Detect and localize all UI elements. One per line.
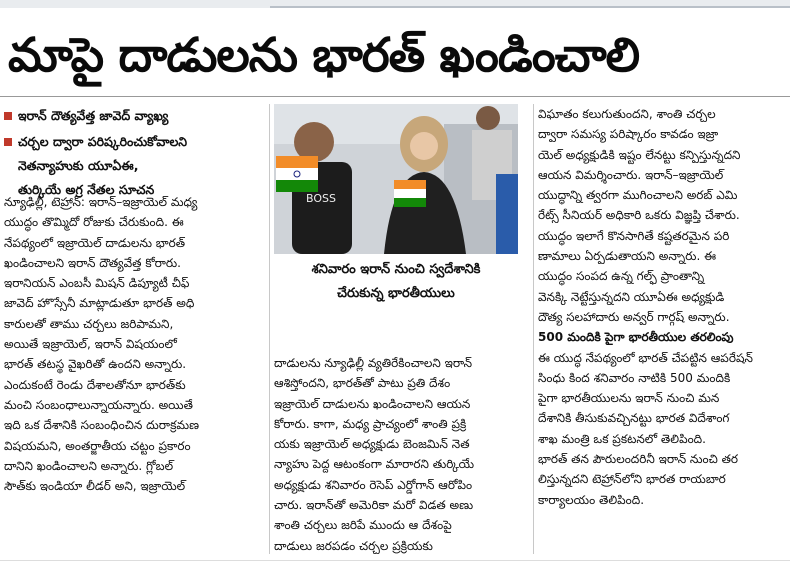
- column-subheading: 500 మందికి పైగా భారతీయుల తరలింపు: [538, 330, 734, 345]
- body-line: న్యాహు పెద్ద ఆటంకంగా మారారని తుర్కియే: [274, 457, 475, 472]
- body-line: యుద్ధం సంపద ఉన్న గల్ఫ్ ప్రాంతాన్ని: [538, 269, 705, 284]
- article-column-3: [538, 104, 786, 510]
- body-line: దాడులు జరపడం చర్చల ప్రక్రియకు: [274, 538, 433, 553]
- body-line: న్యూఢిల్లీ, టెహ్రాన్: ఇరాన్–ఇజ్రాయెల్ మధ్య: [4, 195, 198, 209]
- bullet-square-icon: [4, 138, 12, 146]
- body-line: ఇరానియన్ ఎంబసీ మిషన్ డిప్యూటీ చీఫ్: [4, 276, 190, 291]
- photo-caption: [274, 258, 518, 306]
- headline: మాపై దాడులను భారత్ ఖండించాలి: [8, 28, 640, 83]
- body-line: శాఖ మంత్రి ఒక ప్రకటనలో తెలిపింది.: [538, 431, 706, 446]
- body-line: సింధు కింద శనివారం నాటికి 500 మందికి: [538, 370, 731, 385]
- article-column-1: [4, 192, 266, 496]
- tshirt-text: BOSS: [306, 192, 336, 205]
- bottom-rule: [0, 560, 790, 561]
- body-line: ఆయన విమర్శించారు. ఇరాన్–ఇజ్రాయెల్: [538, 167, 724, 182]
- bullet-line: తుర్కియే అగ్ర నేతల సూచన: [18, 182, 155, 197]
- summary-bullets: [4, 104, 266, 204]
- body-line: ఆశిస్తోందని, భారత్‌తో పాటు ప్రతి దేశం: [274, 376, 451, 391]
- body-line: ణామాలు ఏర్పడుతాయని అన్నారు. ఈ: [538, 249, 717, 264]
- headline-divider: [0, 96, 790, 97]
- column-divider: [269, 104, 270, 554]
- top-rule: [270, 6, 790, 8]
- bullet-line: చర్చల ద్వారా పరిష్కరించుకోవాలని: [18, 134, 188, 149]
- summary-bullet: [4, 104, 266, 128]
- body-line: మంచి సంబంధాలున్నాయన్నారు. అయితే: [4, 397, 193, 412]
- caption-line: చేరుకున్న భారతీయులు: [337, 286, 455, 301]
- body-line: కోరారు. కాగా, మధ్య ప్రాచ్యంలో శాంతి ప్రక్రి: [274, 416, 467, 431]
- body-line: రేట్స్ సీనియర్ అధికారి ఒకరు విజ్ఞప్తి చేశారు.: [538, 208, 740, 223]
- body-line: ఎందుకంటే రెండు దేశాలతోనూ భారత్‌కు: [4, 377, 186, 392]
- body-line: ఇజ్రాయెల్ దాడులను ఖండించాలని ఆయన: [274, 396, 471, 411]
- body-line: అధ్యక్షుడు శనివారం రెసెప్ ఎర్డోగాన్ ఆరోపిం: [274, 477, 473, 492]
- bullet-line: ఇరాన్ దౌత్యవేత్త జావెద్ వ్యాఖ్య: [18, 108, 169, 123]
- column-divider: [533, 104, 534, 554]
- body-line: అయితే ఇజ్రాయెల్, ఇరాన్ విషయంలో: [4, 337, 177, 352]
- body-line: శాంతి చర్చలు జరిపే ముందు ఆ దేశంపై: [274, 518, 452, 533]
- body-line: యుద్ధం తొమ్మిదో రోజుకు చేరుకుంది. ఈ: [4, 215, 184, 230]
- photo-illustration: [274, 104, 518, 254]
- body-line: ఈ యుద్ధ నేపథ్యంలో భారత్ చేపట్టిన ఆపరేషన్: [538, 350, 753, 365]
- body-line: కారులతో తాము చర్చలు జరిపామని,: [4, 316, 174, 331]
- article-column-2: [274, 353, 530, 556]
- body-line: దేశానికి తీసుకువచ్చినట్టు భారత విదేశాంగ: [538, 411, 730, 426]
- body-line: ఇది ఒక దేశానికి సంబంధించిన దురాక్రమణ: [4, 418, 199, 433]
- bullet-line: నెతన్యాహుకు యూఏఈ,: [18, 158, 139, 173]
- body-line: విషయమని, అంతర్జాతీయ చట్టం ప్రకారం: [4, 438, 191, 453]
- caption-line: శనివారం ఇరాన్ నుంచి స్వదేశానికి: [311, 262, 481, 277]
- body-line: సౌత్‌కు ఇండియా లీడర్ అని, ఇజ్రాయెల్: [4, 479, 186, 494]
- body-line: దౌత్య సలహాదారు అన్వర్ గార్గష్ అన్నారు.: [538, 309, 730, 324]
- body-line: విఘాతం కలుగుతుందని, శాంతి చర్చల: [538, 107, 716, 121]
- body-line: భారత్ తటస్థ వైఖరితో ఉందని అన్నారు.: [4, 357, 187, 372]
- body-line: లిస్తున్నదని టెహ్రాన్‌లోని భారత రాయబార: [538, 472, 726, 487]
- news-photo: [274, 104, 518, 254]
- body-line: యుద్ధం ఇలాగే కొనసాగితే కష్టతరమైన పరి: [538, 228, 730, 243]
- body-line: జావెద్ హొస్సేనీ మాట్లాడుతూ భారత్ అధి: [4, 296, 195, 311]
- body-line: చారు. ఇరాన్‌తో అమెరికా మరో విడత అణు: [274, 498, 474, 513]
- body-line: కార్యాలయం తెలిపింది.: [538, 492, 645, 507]
- bullet-square-icon: [4, 112, 12, 120]
- body-line: ద్వారా సమస్య పరిష్కారం కావడం ఇజ్రా: [538, 127, 719, 142]
- page-top-bar: [0, 0, 790, 8]
- body-line: వెనక్కి నెట్టేస్తున్నదని యూఏఈ అధ్యక్షుడి: [538, 289, 725, 304]
- body-line: భారత్ తన పౌరులందరినీ ఇరాన్ నుంచి తర: [538, 452, 739, 467]
- body-line: ఖండించాలని ఇరాన్ దౌత్యవేత్త కోరారు.: [4, 255, 181, 270]
- body-line: యెల్ అధ్యక్షుడికి ఇష్టం లేనట్టు కన్పిస్తున్నదని: [538, 147, 741, 162]
- body-line: దానిని ఖండించాలని అన్నారు. గ్లోబల్: [4, 458, 174, 473]
- body-line: నేపథ్యంలో ఇజ్రాయెల్ దాడులను భారత్: [4, 235, 186, 250]
- body-line: యుద్ధాన్ని త్వరగా ముగించాలని అరబ్ ఎమి: [538, 188, 738, 203]
- body-line: యకు ఇజ్రాయెల్ అధ్యక్షుడు బెంజమిన్ నెత: [274, 437, 470, 452]
- body-line: దాడులను న్యూఢిల్లీ వ్యతిరేకించాలని ఇరాన్: [274, 356, 473, 370]
- body-line: పైగా భారతీయులను ఇరాన్ నుంచి మన: [538, 391, 720, 406]
